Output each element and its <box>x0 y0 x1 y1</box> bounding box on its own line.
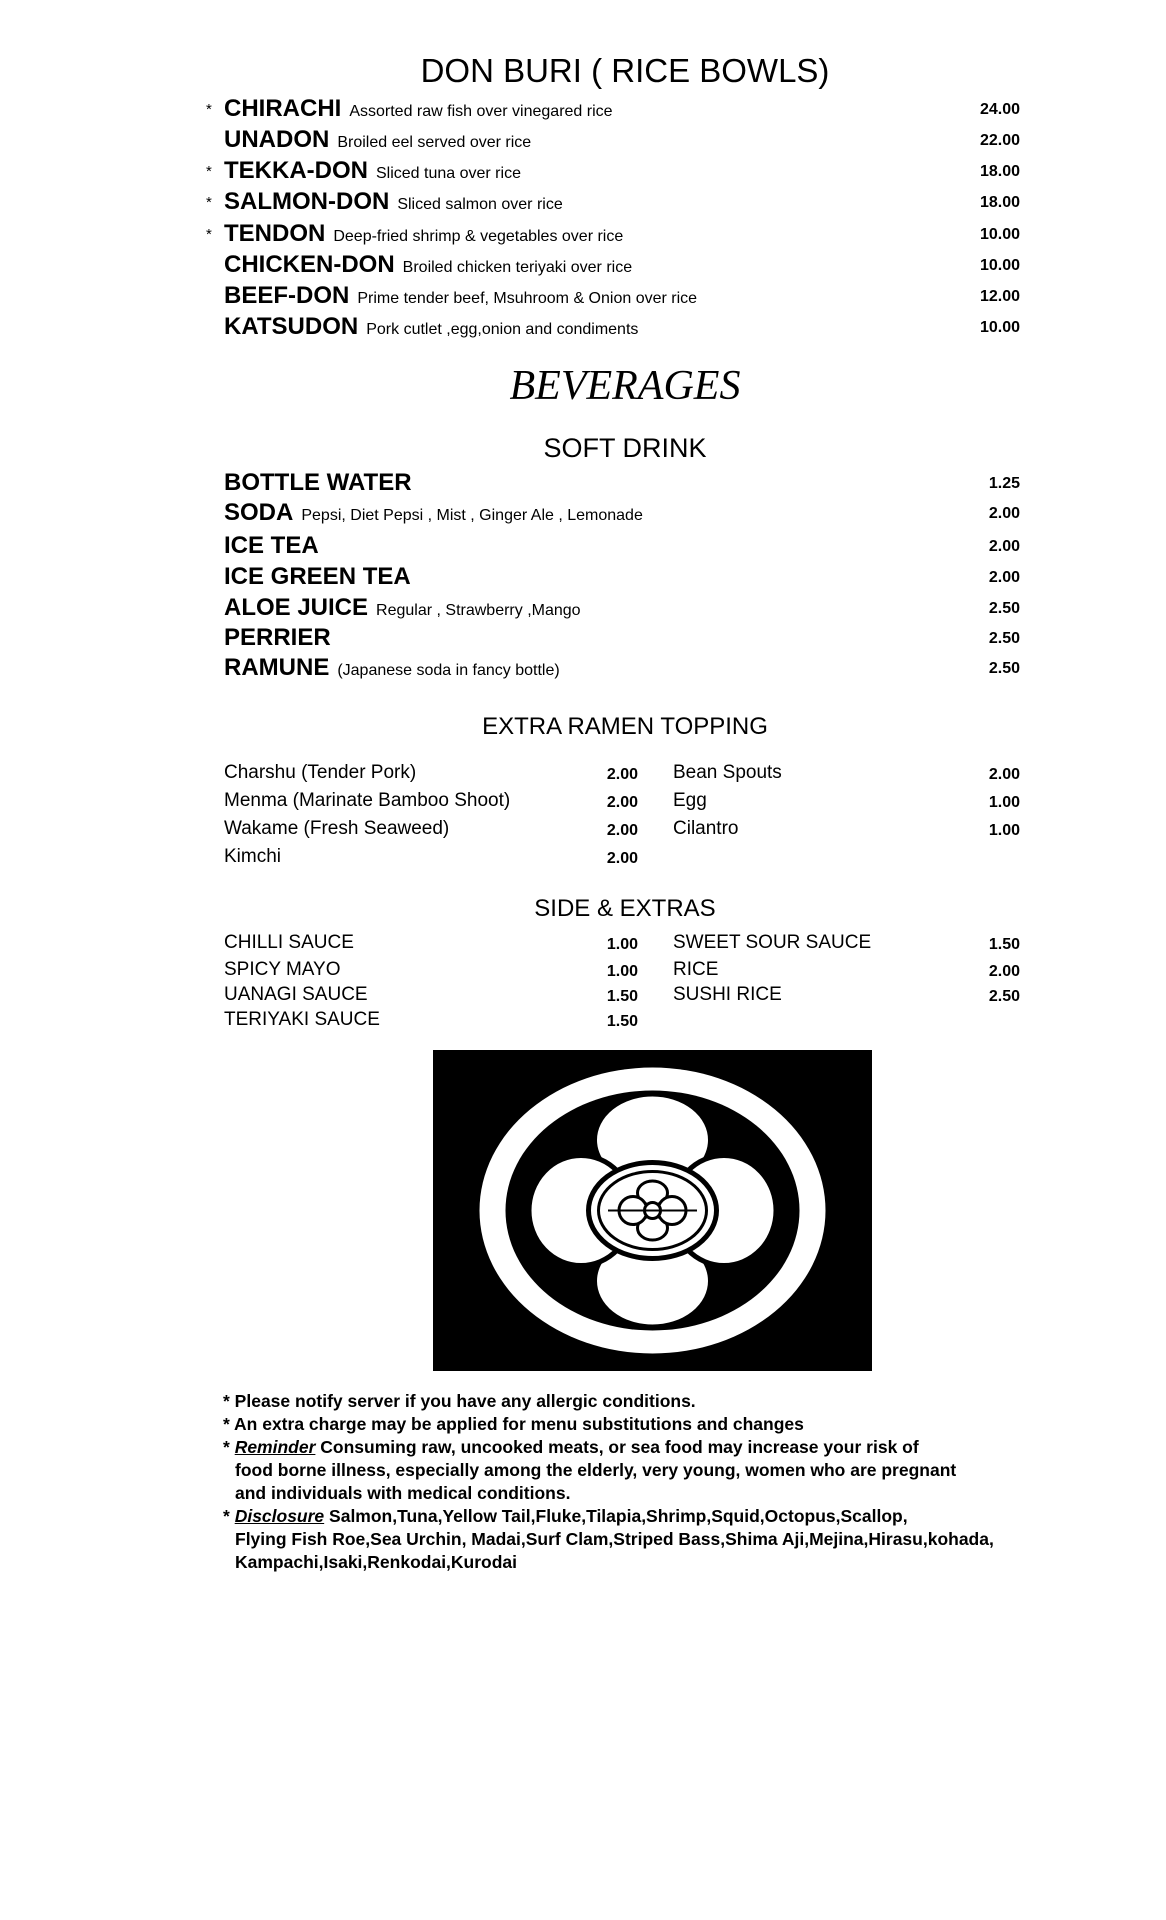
item-desc: Deep-fried shrimp & vegetables over rice <box>333 228 624 245</box>
item-price: 1.00 <box>988 822 1020 839</box>
list-item <box>224 762 638 788</box>
item-desc: Sliced tuna over rice <box>376 165 521 182</box>
item-desc: Pork cutlet ,egg,onion and condiments <box>366 321 639 338</box>
list-item <box>224 818 638 844</box>
item-name: SODA <box>224 499 294 526</box>
item-price: 1.00 <box>606 936 638 953</box>
item-name: RICE <box>673 959 719 980</box>
reminder-text-cont: food borne illness, especially among the elderly, very young, women who are pregnant <box>235 1460 957 1480</box>
item-name: KATSUDON <box>224 313 359 340</box>
reminder-text-cont: and individuals with medical conditions. <box>235 1483 571 1503</box>
star-mark: * <box>206 101 212 118</box>
item-price: 1.50 <box>988 936 1020 953</box>
item-desc: (Japanese soda in fancy bottle) <box>337 662 560 679</box>
item-price: 1.50 <box>606 1013 638 1030</box>
list-item <box>673 762 1020 788</box>
list-item <box>200 188 1020 218</box>
star-mark: * <box>206 226 212 243</box>
list-item <box>224 790 638 816</box>
item-price: 2.50 <box>988 600 1020 617</box>
item-price: 1.00 <box>606 963 638 980</box>
item-price: 2.00 <box>988 538 1020 555</box>
list-item <box>224 654 1020 684</box>
item-price: 2.00 <box>606 822 638 839</box>
item-price: 1.25 <box>988 475 1020 492</box>
reminder-label: Reminder <box>234 1437 316 1457</box>
item-price: 10.00 <box>979 319 1020 336</box>
item-name: CHICKEN-DON <box>224 251 395 278</box>
list-item <box>200 126 1020 156</box>
item-name: PERRIER <box>224 624 331 651</box>
item-desc: Assorted raw fish over vinegared rice <box>349 103 613 120</box>
list-item <box>200 313 1020 343</box>
item-price: 18.00 <box>979 163 1020 180</box>
disclosure-note <box>223 1505 1083 1528</box>
item-name: TEKKA-DON <box>224 157 368 184</box>
item-name: Bean Spouts <box>673 762 782 783</box>
item-name: CHILLI SAUCE <box>224 932 354 953</box>
list-item <box>224 469 1020 499</box>
beverages-title: BEVERAGES <box>509 363 741 409</box>
item-price: 2.00 <box>606 766 638 783</box>
star-mark: * <box>206 163 212 180</box>
item-name: SWEET SOUR SAUCE <box>673 932 872 953</box>
list-item <box>224 499 1020 529</box>
list-item <box>224 959 638 983</box>
list-item <box>200 220 1020 250</box>
sides-title: SIDE & EXTRAS <box>534 895 716 922</box>
item-name: ALOE JUICE <box>224 594 369 621</box>
item-name: BOTTLE WATER <box>224 469 412 496</box>
extra-charge-note: * An extra charge may be applied for menu substitutions and changes <box>223 1414 804 1434</box>
item-price: 2.00 <box>988 569 1020 586</box>
soft-drink-title: SOFT DRINK <box>543 433 707 463</box>
item-name: SPICY MAYO <box>224 959 341 980</box>
item-price: 2.50 <box>988 988 1020 1005</box>
item-name: SALMON-DON <box>224 188 390 215</box>
item-price: 10.00 <box>979 257 1020 274</box>
item-price: 10.00 <box>979 226 1020 243</box>
item-desc: Regular , Strawberry ,Mango <box>376 602 581 619</box>
disclosure-text-cont: Flying Fish Roe,Sea Urchin, Madai,Surf Clam,Striped Bass,Shima Aji,Mejina,Hirasu,kohada, <box>235 1529 994 1549</box>
list-item <box>224 932 638 956</box>
item-price: 1.50 <box>606 988 638 1005</box>
star-mark: * <box>206 194 212 211</box>
item-price: 2.00 <box>988 766 1020 783</box>
notes <box>223 1390 1083 1574</box>
list-item <box>673 790 1020 816</box>
item-price: 2.00 <box>606 850 638 867</box>
list-item <box>224 1009 638 1033</box>
list-item <box>673 818 1020 844</box>
list-item <box>200 157 1020 187</box>
don-buri-title: DON BURI ( RICE BOWLS) <box>420 52 830 89</box>
list-item <box>673 959 1020 983</box>
item-name: UANAGI SAUCE <box>224 984 368 1005</box>
list-item <box>200 282 1020 312</box>
list-item <box>224 594 1020 624</box>
family-crest-icon <box>433 1050 872 1371</box>
ramen-topping-title: EXTRA RAMEN TOPPING <box>482 713 768 740</box>
list-item <box>200 251 1020 281</box>
item-price: 2.00 <box>988 505 1020 522</box>
item-name: UNADON <box>224 126 330 153</box>
item-name: SUSHI RICE <box>673 984 782 1005</box>
item-price: 18.00 <box>979 194 1020 211</box>
item-desc: Prime tender beef, Msuhroom & Onion over rice <box>357 290 698 307</box>
logo <box>433 1050 872 1371</box>
disclosure-text: Salmon,Tuna,Yellow Tail,Fluke,Tilapia,Shrimp,Squid,Octopus,Scallop, <box>324 1506 908 1526</box>
item-name: Egg <box>673 790 707 811</box>
list-item <box>224 846 638 872</box>
reminder-note <box>223 1436 1083 1459</box>
allergy-note: * Please notify server if you have any allergic conditions. <box>223 1391 696 1411</box>
list-item <box>673 932 1020 956</box>
reminder-text: Consuming raw, uncooked meats, or sea food may increase your risk of <box>315 1437 919 1457</box>
item-price: 2.50 <box>988 660 1020 677</box>
disclosure-text-cont: Kampachi,Isaki,Renkodai,Kurodai <box>235 1552 518 1572</box>
item-price: 24.00 <box>979 101 1020 118</box>
item-price: 2.00 <box>606 794 638 811</box>
disclosure-label: Disclosure <box>234 1506 325 1526</box>
item-desc: Pepsi, Diet Pepsi , Mist , Ginger Ale , Lemonade <box>301 507 643 524</box>
item-price: 22.00 <box>979 132 1020 149</box>
item-name: Kimchi <box>224 846 282 867</box>
list-item <box>224 624 1020 654</box>
item-desc: Broiled chicken teriyaki over rice <box>402 259 633 276</box>
item-name: ICE TEA <box>224 532 319 559</box>
list-item <box>673 984 1020 1008</box>
item-name: Charshu (Tender Pork) <box>224 762 417 783</box>
star-mark: * <box>223 1437 235 1457</box>
item-desc: Sliced salmon over rice <box>397 196 563 213</box>
item-name: Cilantro <box>673 818 739 839</box>
list-item <box>224 984 638 1008</box>
item-name: BEEF-DON <box>224 282 350 309</box>
item-price: 2.00 <box>988 963 1020 980</box>
list-item <box>200 95 1020 125</box>
item-name: TENDON <box>224 220 326 247</box>
list-item <box>224 563 1020 593</box>
item-price: 1.00 <box>988 794 1020 811</box>
item-name: CHIRACHI <box>224 95 342 122</box>
star-mark: * <box>223 1506 235 1526</box>
item-name: RAMUNE <box>224 654 330 681</box>
item-price: 2.50 <box>988 630 1020 647</box>
item-name: Wakame (Fresh Seaweed) <box>224 818 450 839</box>
item-name: Menma (Marinate Bamboo Shoot) <box>224 790 511 811</box>
list-item <box>224 532 1020 562</box>
item-price: 12.00 <box>979 288 1020 305</box>
item-desc: Broiled eel served over rice <box>337 134 532 151</box>
item-name: ICE GREEN TEA <box>224 563 411 590</box>
item-name: TERIYAKI SAUCE <box>224 1009 380 1030</box>
